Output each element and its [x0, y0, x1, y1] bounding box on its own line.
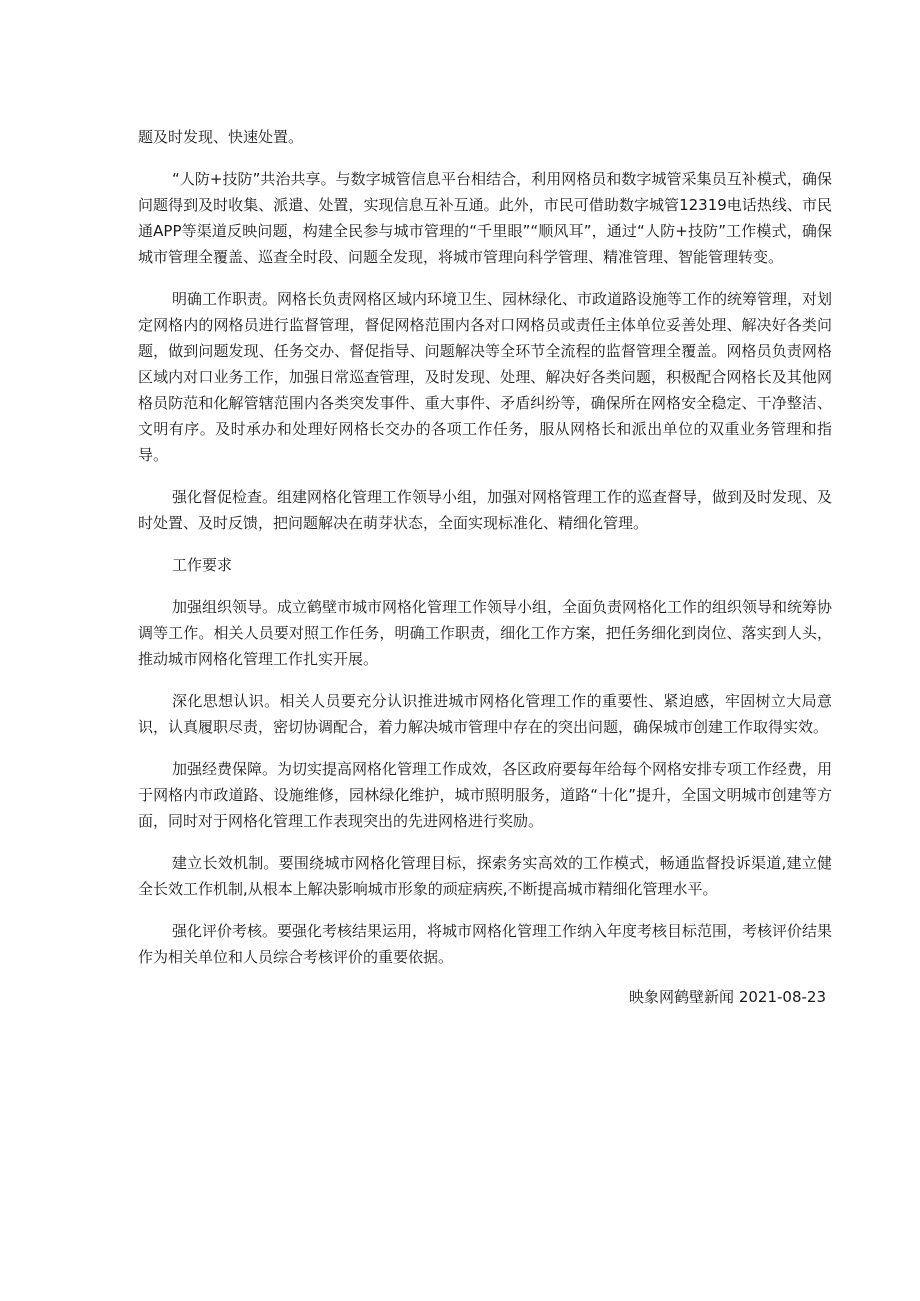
article-body	[138, 124, 832, 1010]
paragraph-funding: 加强经费保障。为切实提高网格化管理工作成效，各区政府要每年给每个网格安排专项工作经费，用于网格内市政道路、设施维修，园林绿化维护，城市照明服务，道路“十化”提升，全国文明城市创建等方面，同时对于网格化管理工作表现突出的先进网格进行奖励。	[138, 760, 833, 830]
source-line: 映象网鹤壁新闻 2021-08-23	[629, 988, 826, 1006]
section-heading-requirements: 工作要求	[172, 556, 233, 574]
paragraph-continuation: 题及时发现、快速处置。	[138, 128, 304, 146]
paragraph-evaluation: 强化评价考核。要强化考核结果运用，将城市网格化管理工作纳入年度考核目标范围，考核评价结果作为相关单位和人员综合考核评价的重要依据。	[138, 922, 833, 966]
paragraph-supervision: 强化督促检查。组建网格化管理工作领导小组，加强对网格管理工作的巡查督导，做到及时发现、及时处置、及时反馈，把问题解决在萌芽状态，全面实现标准化、精细化管理。	[138, 488, 833, 532]
paragraph-awareness: 深化思想认识。相关人员要充分认识推进城市网格化管理工作的重要性、紧迫感，牢固树立大局意识，认真履职尽责，密切协调配合，着力解决城市管理中存在的突出问题，确保城市创建工作取得实效。	[138, 692, 832, 736]
paragraph-mechanism: 建立长效机制。要围绕城市网格化管理目标，探索务实高效的工作模式，畅通监督投诉渠道,建立健全长效工作机制,从根本上解决影响城市形象的顽症病疾,不断提高城市精细化管理水平。	[138, 854, 832, 898]
paragraph-leadership: 加强组织领导。成立鹤壁市城市网格化管理工作领导小组，全面负责网格化工作的组织领导和统筹协调等工作。相关人员要对照工作任务，明确工作职责，细化工作方案，把任务细化到岗位、落实到人头，推动城市网格化管理工作扎实开展。	[138, 598, 833, 668]
paragraph-duties: 明确工作职责。网格长负责网格区域内环境卫生、园林绿化、市政道路设施等工作的统筹管理，对划定网格内的网格员进行监督管理，督促网格范围内各对口网格员或责任主体单位妥善处理、解决好各类问题，做到问题发现、任务交办、督促指导、问题解决等全环节全流程的监督管理全覆盖。网格员负责网格区域内对口业务工作，加强日常巡查管理，及时发现、处理、解决好各类问题，积极配合网格长及其他网格员防范和化解管辖范围内各类突发事件、重大事件、矛盾纠纷等，确保所在网格安全稳定、干净整洁、文明有序。及时承办和处理好网格长交办的各项工作任务，服从网格长和派出单位的双重业务管理和指导。	[138, 290, 833, 464]
paragraph-human-tech: “人防+技防”共治共享。与数字城管信息平台相结合，利用网格员和数字城管采集员互补模式，确保问题得到及时收集、派遣、处置，实现信息互补互通。此外，市民可借助数字城管12319电话热线、市民通APP等渠道反映问题，构建全民参与城市管理的“千里眼”“顺风耳”，通过“人防+技防”工作模式，确保城市管理全覆盖、巡查全时段、问题全发现，将城市管理向科学管理、精准管理、智能管理转变。	[138, 170, 832, 266]
